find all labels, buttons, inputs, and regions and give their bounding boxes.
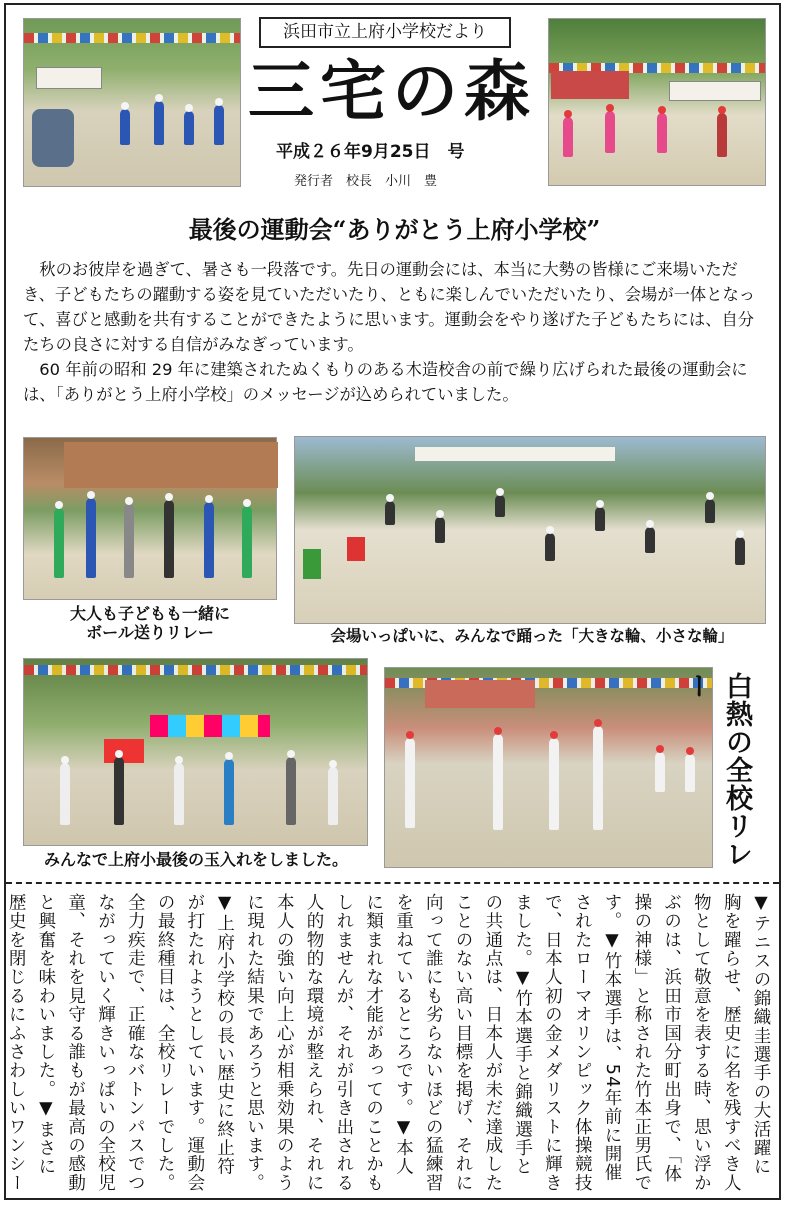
caption-dance: 会場いっぱいに、みんなで踊った「大きな輪、小さな輪」: [330, 627, 734, 645]
photo-tamaire: [23, 658, 368, 846]
caption-ball-relay: 大人も子どもも一緒に ボール送りリレー: [69, 604, 230, 642]
publisher-box: [259, 17, 511, 48]
issue-date: 平成２６年9月25日 号: [276, 142, 465, 162]
caption-relay-vertical: 白熱の全校リレー: [681, 672, 752, 868]
newsletter-title: 三宅の森: [248, 52, 536, 130]
article-headline: 最後の運動会“ありがとう上府小学校”: [188, 215, 601, 244]
article-body: [23, 257, 769, 407]
article-paragraph-1: 秋のお彼岸を過ぎて、暑さも一段落です。先日の運動会には、本当に大勢の皆様にご来場いただき、子どもたちの躍動する姿を見ていただいたり、ともに楽しんでいただいたり、会場が一体となって、喜びと感動を共有することができたように思います。運動会をやり遂げた子どもたちには、自分たちの良さに対する自信がみなぎっています。: [23, 260, 756, 354]
photo-all-school-relay: [384, 667, 713, 868]
caption-tamaire: みんなで上府小最後の玉入れをしました。: [43, 850, 348, 869]
photo-sports-day-top-right: [548, 18, 766, 186]
article-paragraph-2: 60 年前の昭和 29 年に建築されたぬくもりのある木造校舎の前で繰り広げられた最後の運動会には、「ありがとう上府小学校」のメッセージが込められていました。: [23, 360, 748, 404]
column-divider: [6, 882, 779, 884]
publisher-name: 浜田市立上府小学校だより: [283, 22, 487, 42]
photo-ball-relay: [23, 437, 277, 600]
column-text: ▼テニスの錦織圭選手の大活躍に胸を躍らせ、歴史に名を残すべき人物として敬意を表する時、思い浮かぶのは、浜田市国分町出身で、「体操の神様」と称された竹本正男氏です。▼竹本選手は、54年前に開催されたローマオリンピック体操競技で、日本人初の金メダリストに輝きました。▼竹本選手と錦織選手との共通点は、日本人が未だ達成したことのない高い目標を掲げ、それに向って誰にも劣らないほどの猛練習を重ねているところです。▼本人に類まれな才能があってのことかもしれませんが、それが引き出される人的物的な環境が整えられ、それに本人の強い向上心が相乗効果のように現れた結果であろうと思います。▼上府小学校の長い歴史に終止符が打たれようとしています。運動会の最終種目は、全校リレーでした。全力疾走で、正確なバトンパスでつながっていく輝きいっぱいの全校児童、それを見守る誰もが最高の感動と興奮を味わいました。▼まさに歴史を閉じるにふさわしいワンシー: [6, 893, 771, 1193]
photo-dance: [294, 436, 766, 624]
issuer-line: 発行者 校長 小川 豊: [294, 174, 438, 189]
photo-sports-day-top-left: [23, 18, 241, 187]
